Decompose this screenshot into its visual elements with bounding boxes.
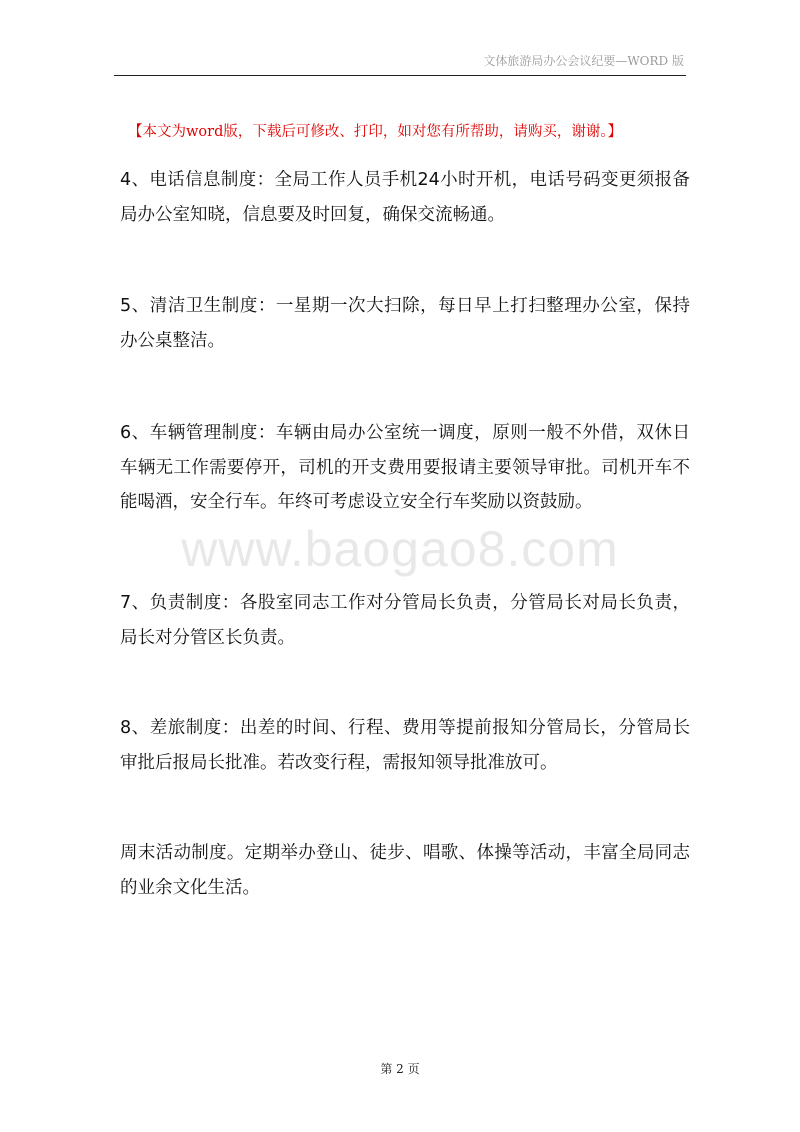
paragraph-cleaning-policy: 5、清洁卫生制度：一星期一次大扫除，每日早上打扫整理办公室，保持办公桌整洁。 [120,296,690,351]
paragraph-phone-policy: 4、电话信息制度：全局工作人员手机24小时开机，电话号码变更须报备局办公室知晓，信息要及时回复，确保交流畅通。 [120,170,690,225]
header-divider [114,75,686,76]
watermark: www.baogao8.com [181,521,619,577]
paragraph-responsibility-policy: 7、负责制度：各股室同志工作对分管局长负责，分管局长对局长负责，局长对分管区长负责。 [120,593,690,648]
purchase-notice: 【本文为word版，下载后可修改、打印，如对您有所帮助，请购买，谢谢。】 [128,124,623,140]
paragraph-weekend-activity-policy: 周末活动制度。定期举办登山、徒步、唱歌、体操等活动，丰富全局同志的业余文化生活。 [120,843,690,898]
header-title: 文体旅游局办公会议纪要—WORD 版 [483,54,684,68]
paragraph-travel-policy: 8、差旅制度：出差的时间、行程、费用等提前报知分管局长，分管局长审批后报局长批准。若改变行程，需报知领导批准放可。 [120,718,690,773]
page-number: 第 2 页 [380,1062,420,1076]
paragraph-vehicle-policy: 6、车辆管理制度：车辆由局办公室统一调度，原则一般不外借，双休日车辆无工作需要停开，司机的开支费用要报请主要领导审批。司机开车不能喝酒，安全行车。年终可考虑设立安全行车奖励以资鼓励。 [120,423,690,512]
